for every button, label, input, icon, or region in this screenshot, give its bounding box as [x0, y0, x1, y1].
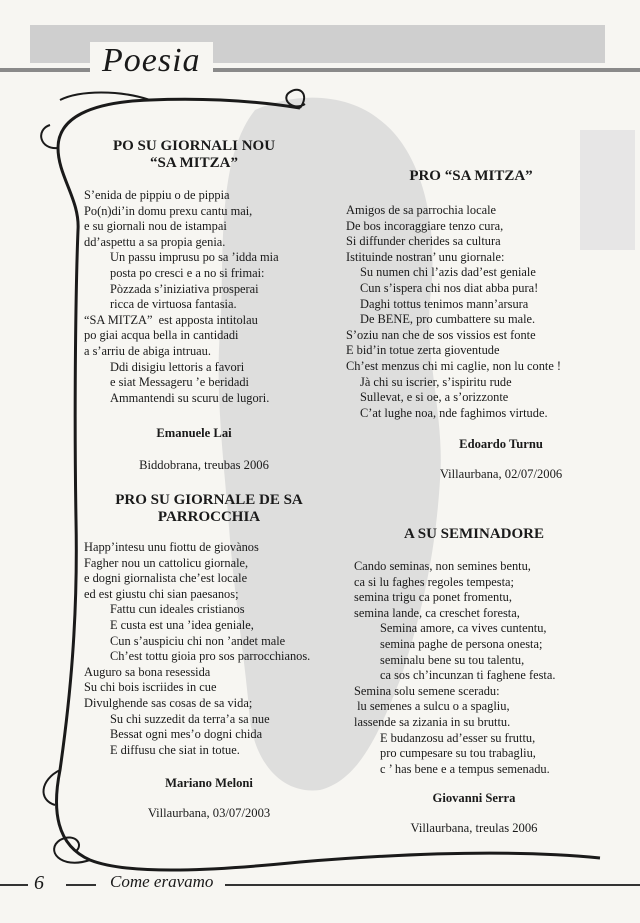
- poem-verse-line: Po(n)di’in domu prexu cantu mai,: [84, 203, 253, 218]
- footer-rule-left: [0, 884, 28, 886]
- poem-verse-line: Amigos de sa parrochia locale: [346, 203, 497, 217]
- poem-verse-line: De BENE, pro cumbattere su male.: [360, 312, 536, 327]
- poem-verse-line: e su giornali nou de istampai: [84, 219, 227, 234]
- poem-author: Edoardo Turnu: [459, 437, 543, 452]
- poem-place-date: Biddobrana, treubas 2006: [139, 457, 269, 472]
- poem-verses: [84, 188, 304, 406]
- poem-verse-line: Pòzzada s’iniziativa prosperai: [110, 281, 259, 296]
- poem-verse-line: Divulghende sas cosas de sa vida;: [84, 695, 253, 710]
- poem-verse-line: ca sos ch’incunzan ti faghene festa.: [380, 668, 556, 683]
- poem-verse-line: Jà chi su iscrier, s’ispiritu rude: [360, 374, 512, 389]
- poem-verse-line: C’at lughe noa, nde faghimos virtude.: [360, 405, 548, 420]
- poem-verse-line: S’oziu nan che de sos vissios est fonte: [346, 327, 536, 342]
- poem-verse-line: Cun s’auspiciu chi non ’andet male: [110, 633, 286, 648]
- poem-a-su-seminadore: [354, 526, 594, 837]
- poem-title-line: A SU SEMINADORE: [403, 526, 545, 542]
- poem-verse-line: ed est giustu chi sian paesanos;: [84, 586, 239, 601]
- poem-verse-line: Si diffunder cherides sa cultura: [346, 234, 501, 249]
- poem-verse-line: De bos incoraggiare tenzo cura,: [346, 218, 504, 233]
- poem-verse-line: semina lande, ca creschet foresta,: [354, 605, 520, 620]
- poem-verse-line: c ’ has bene e a tempus semenadu.: [380, 761, 550, 776]
- poem-verse-line: lassende sa zizania in su bruttu.: [354, 714, 511, 729]
- poem-verse-line: Su numen chi l’azis dad’est geniale: [360, 265, 536, 280]
- poem-title: [346, 168, 596, 185]
- poem-title-line: PARROCCHIA: [157, 509, 261, 525]
- magazine-name: Come eravamo: [110, 872, 214, 891]
- poem-place-date: Villaurbana, 03/07/2003: [147, 805, 271, 820]
- poem-verse-line: Un passu imprusu po sa ’idda mia: [110, 250, 279, 265]
- poem-verse-line: Ch’est menzus chi mi caglie, non lu conte !: [346, 358, 562, 373]
- poem-verse-line: Happ’intesu unu fiottu de giovànos: [84, 540, 259, 554]
- poem-verse-line: ca si lu faghes regoles tempesta;: [354, 574, 514, 589]
- poem-author: Emanuele Lai: [156, 426, 232, 441]
- poem-verse-line: E budanzosu ad’esser su fruttu,: [380, 730, 536, 745]
- poem-verse-line: Cun s’ispera chi nos diat abba pura!: [360, 280, 539, 295]
- poem-verse-line: semina paghe de persona onesta;: [380, 636, 543, 651]
- poem-verses: [354, 559, 594, 777]
- poem-verse-line: lu semenes a sulcu o a spagliu,: [354, 699, 510, 714]
- poem-verse-line: Su chi bois iscriides in cue: [84, 680, 217, 695]
- poem-verse-line: Su chi suzzedit da terra’a sa nue: [110, 711, 270, 726]
- poem-verse-line: seminalu bene su tou talentu,: [380, 652, 525, 667]
- poem-place-date: Villaurbana, treulas 2006: [410, 820, 538, 835]
- poem-verses: [84, 540, 334, 758]
- poem-verse-line: po giai acqua bella in cantidadi: [84, 328, 239, 343]
- poem-verse-line: “SA MITZA” est apposta intitolau: [84, 312, 258, 327]
- poem-po-su-giornali-nou: [84, 138, 304, 474]
- footer-rule-mid: [66, 884, 96, 886]
- poem-verse-line: e siat Messageru ’e beridadi: [110, 375, 249, 390]
- poem-verse-line: Sullevat, e si oe, a s’orizzonte: [360, 390, 509, 405]
- poem-pro-su-giornale-de-sa-parrocchia: [84, 492, 334, 822]
- poem-verse-line: Fagher nou un cattolicu giornale,: [84, 555, 249, 570]
- poem-verse-line: Auguro sa bona resessida: [84, 664, 211, 679]
- poem-verse-line: E custa est una ’idea geniale,: [110, 617, 254, 632]
- poem-verse-line: semina trigu ca ponet fromentu,: [354, 590, 512, 605]
- poem-verse-line: Ddi disigiu lettoris a favori: [110, 359, 245, 374]
- poem-verses: [346, 203, 596, 421]
- poem-verse-line: a s’arriu de abiga intruau.: [84, 343, 211, 358]
- poem-verse-line: Semina solu semene sceradu:: [354, 683, 500, 698]
- poem-verse-line: Daghi tottus tenimos mann’arsura: [360, 296, 529, 311]
- poem-verse-line: Ammantendi su scuru de lugori.: [110, 390, 270, 405]
- poem-title-line: PRO “SA MITZA”: [409, 168, 533, 184]
- poem-verse-line: Ch’est tottu gioia pro sos parrocchianos.: [110, 649, 311, 664]
- poem-verse-line: ricca de virtuosa fantasia.: [110, 297, 237, 312]
- poem-verse-line: pro cumpesare su tou trabagliu,: [380, 746, 536, 761]
- poem-pro-sa-mitza: [346, 168, 596, 483]
- poem-title: [84, 492, 334, 526]
- poem-verse-line: e dogni giornalista che’est locale: [84, 571, 248, 586]
- poem-verse-line: E diffusu che siat in totue.: [110, 742, 240, 757]
- poem-title: [354, 526, 594, 543]
- page-number: 6: [34, 872, 44, 894]
- poem-title-line: “SA MITZA”: [150, 155, 238, 171]
- poem-title-line: PRO SU GIORNALE DE SA: [115, 492, 303, 508]
- poem-verse-line: E bid’in totue zerta gioventude: [346, 343, 500, 358]
- poem-verse-line: Bessat ogni mes’o dogni chida: [110, 727, 263, 742]
- poem-verse-line: dd’aspettu a sa propia genia.: [84, 234, 226, 249]
- section-title: Poesia: [90, 42, 213, 80]
- poem-place-date: Villaurbana, 02/07/2006: [439, 466, 563, 481]
- poem-verse-line: Istituinde nostran’ unu giornale:: [346, 249, 505, 264]
- poem-verse-line: Semina amore, ca vives cuntentu,: [380, 621, 547, 636]
- poem-verse-line: Cando seminas, non semines bentu,: [354, 559, 531, 573]
- poem-title-line: PO SU GIORNALI NOU: [112, 138, 276, 154]
- poem-author: Giovanni Serra: [432, 791, 516, 806]
- poem-verse-line: Fattu cun ideales cristianos: [110, 602, 245, 617]
- poem-verse-line: posta po cresci e a no si frimai:: [110, 265, 265, 280]
- poem-author: Mariano Meloni: [165, 776, 253, 791]
- poem-title: [84, 138, 304, 172]
- footer-rule-right: [225, 884, 640, 886]
- poem-verse-line: S’enida de pippiu o de pippia: [84, 188, 230, 202]
